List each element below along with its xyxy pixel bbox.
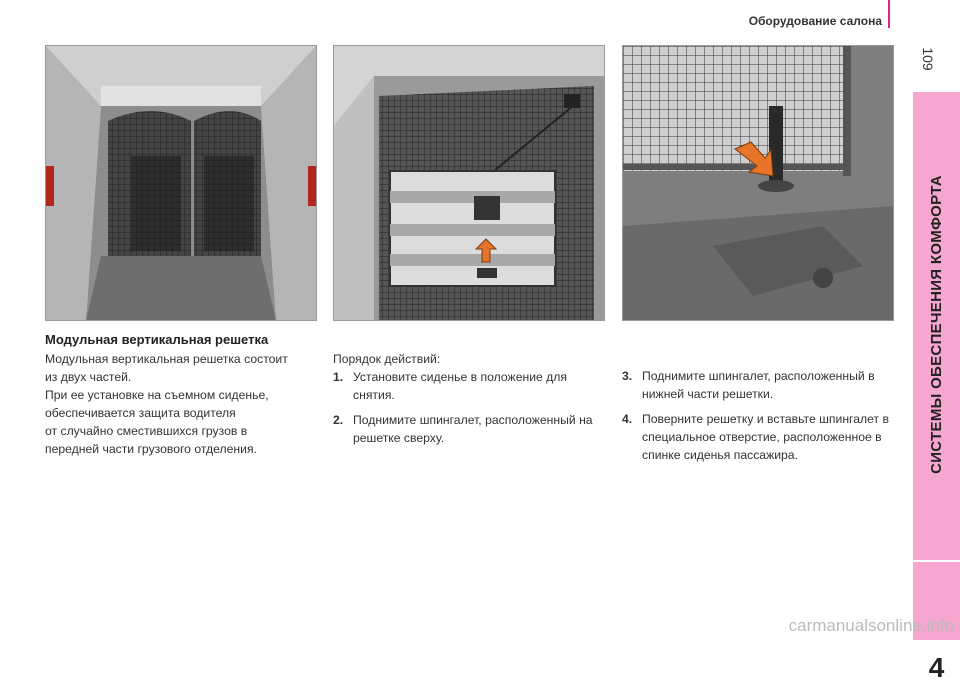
section-description: [45, 350, 320, 458]
photo-upper-latch: [333, 45, 605, 321]
chapter-number: 4: [928, 652, 945, 683]
procedure-step: [622, 410, 892, 464]
photo-lower-latch: [622, 45, 894, 321]
chapter-side-tab: [913, 92, 960, 683]
step-text: Поднимите шпингалет, расположенный на решетке сверху.: [353, 413, 593, 445]
step-text: Поверните решетку и вставьте шпингалет в специальное отверстие, расположенное в спинке сиденья пассажира.: [642, 412, 889, 462]
description-line: обеспечивается защита водителя: [45, 406, 236, 420]
page-number: [908, 44, 948, 74]
procedure-intro: Порядок действий:: [333, 352, 441, 366]
description-line: передней части грузового отделения.: [45, 442, 257, 456]
photo-cargo-rear-view: [45, 45, 317, 321]
procedure-step: [622, 367, 892, 403]
step-text: Установите сиденье в положение для снятия.: [353, 370, 567, 402]
description-line: из двух частей.: [45, 370, 132, 384]
step-number: 4.: [622, 412, 633, 426]
chapter-title: [913, 92, 960, 557]
step-number: 2.: [333, 413, 344, 427]
tab-divider: [913, 560, 960, 562]
description-line: Модульная вертикальная решетка состоит: [45, 352, 288, 366]
description-line: При ее установке на съемном сиденье,: [45, 388, 269, 402]
procedure-column-2: [622, 367, 892, 471]
header-section-title: Оборудование салона: [748, 14, 882, 28]
procedure-column-1: [333, 350, 603, 454]
header-rule: [888, 0, 890, 28]
chapter-title-text: СИСТЕМЫ ОБЕСПЕЧЕНИЯ КОМФОРТА: [928, 175, 945, 474]
watermark[interactable]: carmanualsonline.info: [788, 616, 954, 635]
procedure-step: [333, 411, 603, 447]
step-number: 3.: [622, 369, 633, 383]
step-text: Поднимите шпингалет, расположенный в нижней части решетки.: [642, 369, 875, 401]
section-heading: Модульная вертикальная решетка: [45, 332, 269, 347]
step-number: 1.: [333, 370, 344, 384]
page-number-text: 109: [920, 47, 936, 71]
procedure-step: [333, 368, 603, 404]
description-line: от случайно сместившихся грузов в: [45, 424, 248, 438]
